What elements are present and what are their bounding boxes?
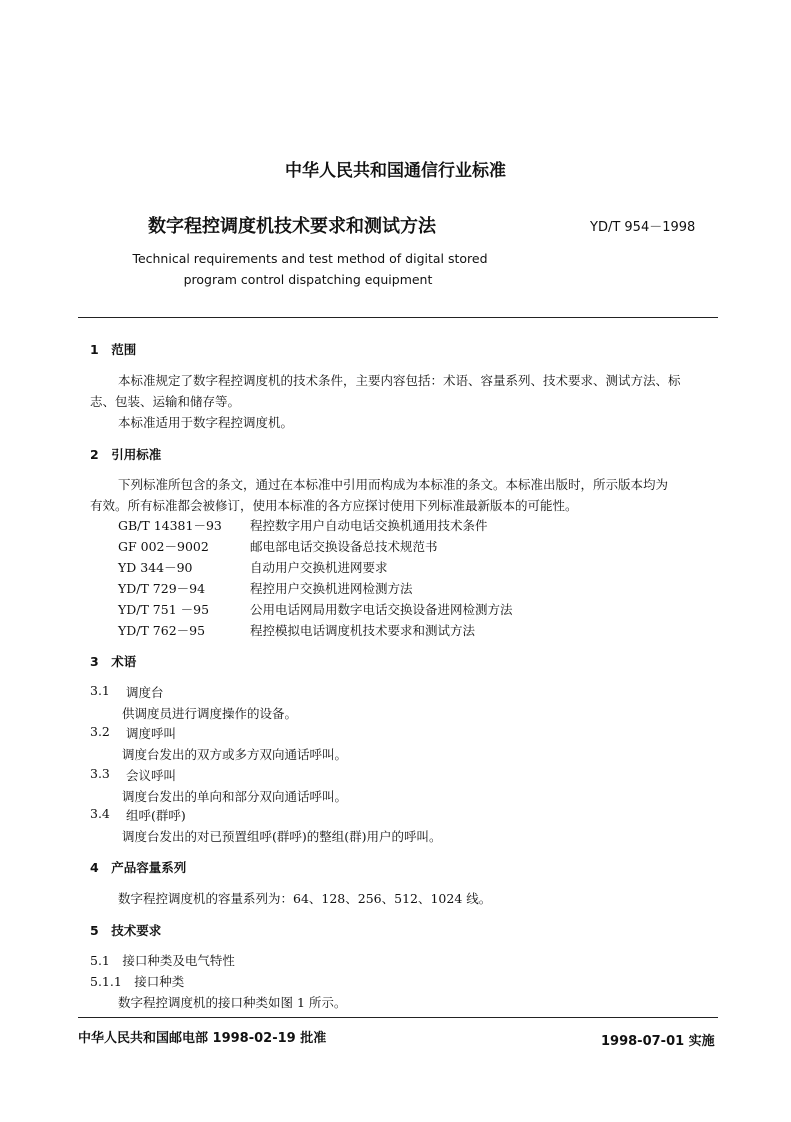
english-title-line-1: Technical requirements and test method of digital stored	[132, 251, 488, 266]
reference-title: 公用电话网局用数字电话交换设备进网检测方法	[250, 602, 513, 617]
term-name: 会议呼叫	[126, 768, 177, 783]
term-definition: 调度台发出的单向和部分双向通话呼叫。	[122, 789, 348, 804]
issuing-organization-title: 中华人民共和国通信行业标准	[285, 161, 506, 181]
term-number: 3.3	[90, 766, 110, 781]
section-4-heading: 4 产品容量系列	[90, 860, 187, 875]
reference-code: YD/T 729－94	[118, 581, 206, 596]
reference-title: 邮电部电话交换设备总技术规范书	[250, 539, 438, 554]
term-definition: 调度台发出的双方或多方双向通话呼叫。	[122, 747, 348, 762]
subsection-5-1-1-heading: 5.1.1 接口种类	[90, 974, 185, 989]
term-definition: 供调度员进行调度操作的设备。	[122, 706, 298, 721]
term-definition: 调度台发出的对已预置组呼(群呼)的整组(群)用户的呼叫。	[122, 829, 442, 844]
reference-title: 程控模拟电话调度机技术要求和测试方法	[250, 623, 476, 638]
implementation-date: 1998-07-01 实施	[601, 1034, 715, 1049]
term-name: 组呼(群呼)	[126, 808, 186, 823]
reference-code: GF 002－9002	[118, 539, 209, 554]
section-5-paragraph: 数字程控调度机的接口种类如图 1 所示。	[118, 995, 347, 1010]
approval-statement: 中华人民共和国邮电部 1998-02-19 批准	[78, 1031, 327, 1046]
term-name: 调度呼叫	[126, 726, 177, 741]
term-number: 3.1	[90, 683, 110, 698]
section-2-paragraph-line-2: 有效。所有标准都会被修订，使用本标准的各方应探讨使用下列标准最新版本的可能性。	[90, 498, 578, 513]
header-divider	[78, 317, 718, 318]
section-5-heading: 5 技术要求	[90, 923, 162, 938]
section-1-heading: 1 范围	[90, 342, 137, 357]
standard-code: YD/T 954－1998	[590, 220, 696, 235]
reference-code: YD/T 762－95	[118, 623, 206, 638]
reference-code: YD/T 751 －95	[118, 602, 210, 617]
section-2-paragraph-line-1: 下列标准所包含的条文，通过在本标准中引用而构成为本标准的条文。本标准出版时，所示版本均为	[118, 477, 669, 492]
section-1-paragraph-line-1: 本标准规定了数字程控调度机的技术条件，主要内容包括：术语、容量系列、技术要求、测试方法、标	[118, 373, 681, 388]
reference-code: YD 344－90	[118, 560, 193, 575]
reference-code: GB/T 14381－93	[118, 518, 222, 533]
term-name: 调度台	[126, 685, 164, 700]
term-number: 3.2	[90, 724, 110, 739]
section-4-paragraph: 数字程控调度机的容量系列为：64、128、256、512、1024 线。	[118, 891, 492, 906]
reference-title: 程控用户交换机进网检测方法	[250, 581, 413, 596]
section-1-scope-paragraph: 本标准适用于数字程控调度机。	[118, 415, 294, 430]
section-3-heading: 3 术语	[90, 654, 137, 669]
footer-divider	[78, 1017, 718, 1018]
section-2-heading: 2 引用标准	[90, 447, 162, 462]
reference-title: 程控数字用户自动电话交换机通用技术条件	[250, 518, 488, 533]
reference-title: 自动用户交换机进网要求	[250, 560, 388, 575]
subsection-5-1-heading: 5.1 接口种类及电气特性	[90, 953, 235, 968]
term-number: 3.4	[90, 806, 110, 821]
section-1-paragraph-line-2: 志、包装、运输和储存等。	[90, 394, 241, 409]
english-title-line-2: program control dispatching equipment	[183, 272, 433, 287]
document-title: 数字程控调度机技术要求和测试方法	[148, 216, 436, 237]
